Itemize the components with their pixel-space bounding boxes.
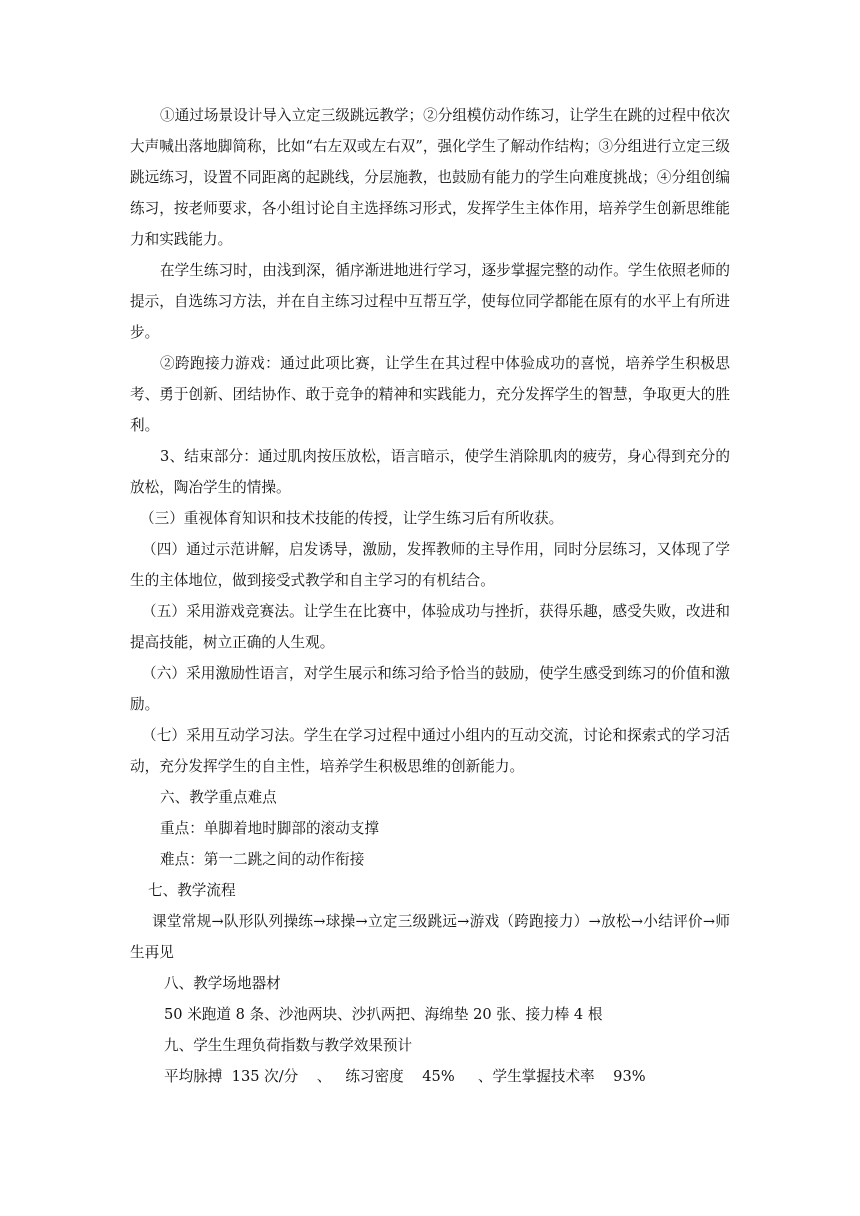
paragraph-practice: 在学生练习时，由浅到深，循序渐进地进行学习，逐步掌握完整的动作。学生依照老师的提示，自选练习方法，并在自主练习过程中互帮互学，使每位同学都能在原有的水平上有所进步。 (130, 262, 730, 341)
paragraph-relay-game: ②跨跑接力游戏：通过此项比赛，让学生在其过程中体验成功的喜悦，培养学生积极思考、勇于创新、团结协作、敢于竞争的精神和实践能力，充分发挥学生的智慧，争取更大的胜利。 (130, 355, 730, 434)
text-difficult-point: 难点：第一二跳之间的动作衔接 (160, 851, 365, 868)
heading-teaching-flow: 七、教学流程 (148, 882, 236, 899)
heading-equipment: 八、教学场地器材 (164, 975, 281, 992)
heading-load-index: 九、学生生理负荷指数与教学效果预计 (164, 1037, 413, 1054)
paragraph-point-6: （六）采用激励性语言，对学生展示和练习给予恰当的鼓励，使学生感受到练习的价值和激励。 (130, 665, 730, 713)
heading-key-points: 六、教学重点难点 (160, 789, 277, 806)
text-load-index: 平均脉搏 135 次/分 、 练习密度 45% 、学生掌握技术率 93% (164, 1068, 646, 1085)
text-equipment: 50 米跑道 8 条、沙池两块、沙扒两把、海绵垫 20 张、接力棒 4 根 (164, 1006, 603, 1023)
paragraph-point-5: （五）采用游戏竞赛法。让学生在比赛中，体验成功与挫折，获得乐趣，感受失败，改进和提高技能，树立正确的人生观。 (130, 603, 730, 651)
paragraph-teaching-steps: ①通过场景设计导入立定三级跳远教学；②分组模仿动作练习，让学生在跳的过程中依次大声喊出落地脚简称，比如“右左双或左右双”，强化学生了解动作结构；③分组进行立定三级跳远练习，设置不同距离的起跳线，分层施教，也鼓励有能力的学生向难度挑战；④分组创编练习，按老师要求，各小组讨论自主选择练习形式，发挥学生主体作用，培养学生创新思维能力和实践能力。 (130, 107, 730, 248)
document-body (130, 100, 730, 1092)
text-teaching-flow: 课堂常规→队形队列操练→球操→立定三级跳远→游戏（跨跑接力）→放松→小结评价→师生再见 (130, 913, 730, 961)
paragraph-point-4: （四）通过示范讲解，启发诱导，激励，发挥教师的主导作用，同时分层练习，又体现了学生的主体地位，做到接受式教学和自主学习的有机结合。 (130, 541, 730, 589)
paragraph-point-7: （七）采用互动学习法。学生在学习过程中通过小组内的互动交流，讨论和探索式的学习活动，充分发挥学生的自主性，培养学生积极思维的创新能力。 (130, 727, 730, 775)
text-key-point: 重点：单脚着地时脚部的滚动支撑 (160, 820, 379, 837)
paragraph-ending: 3、结束部分：通过肌肉按压放松，语言暗示，使学生消除肌肉的疲劳，身心得到充分的放松，陶冶学生的情操。 (130, 448, 730, 496)
paragraph-point-3: （三）重视体育知识和技术技能的传授，让学生练习后有所收获。 (140, 510, 564, 527)
